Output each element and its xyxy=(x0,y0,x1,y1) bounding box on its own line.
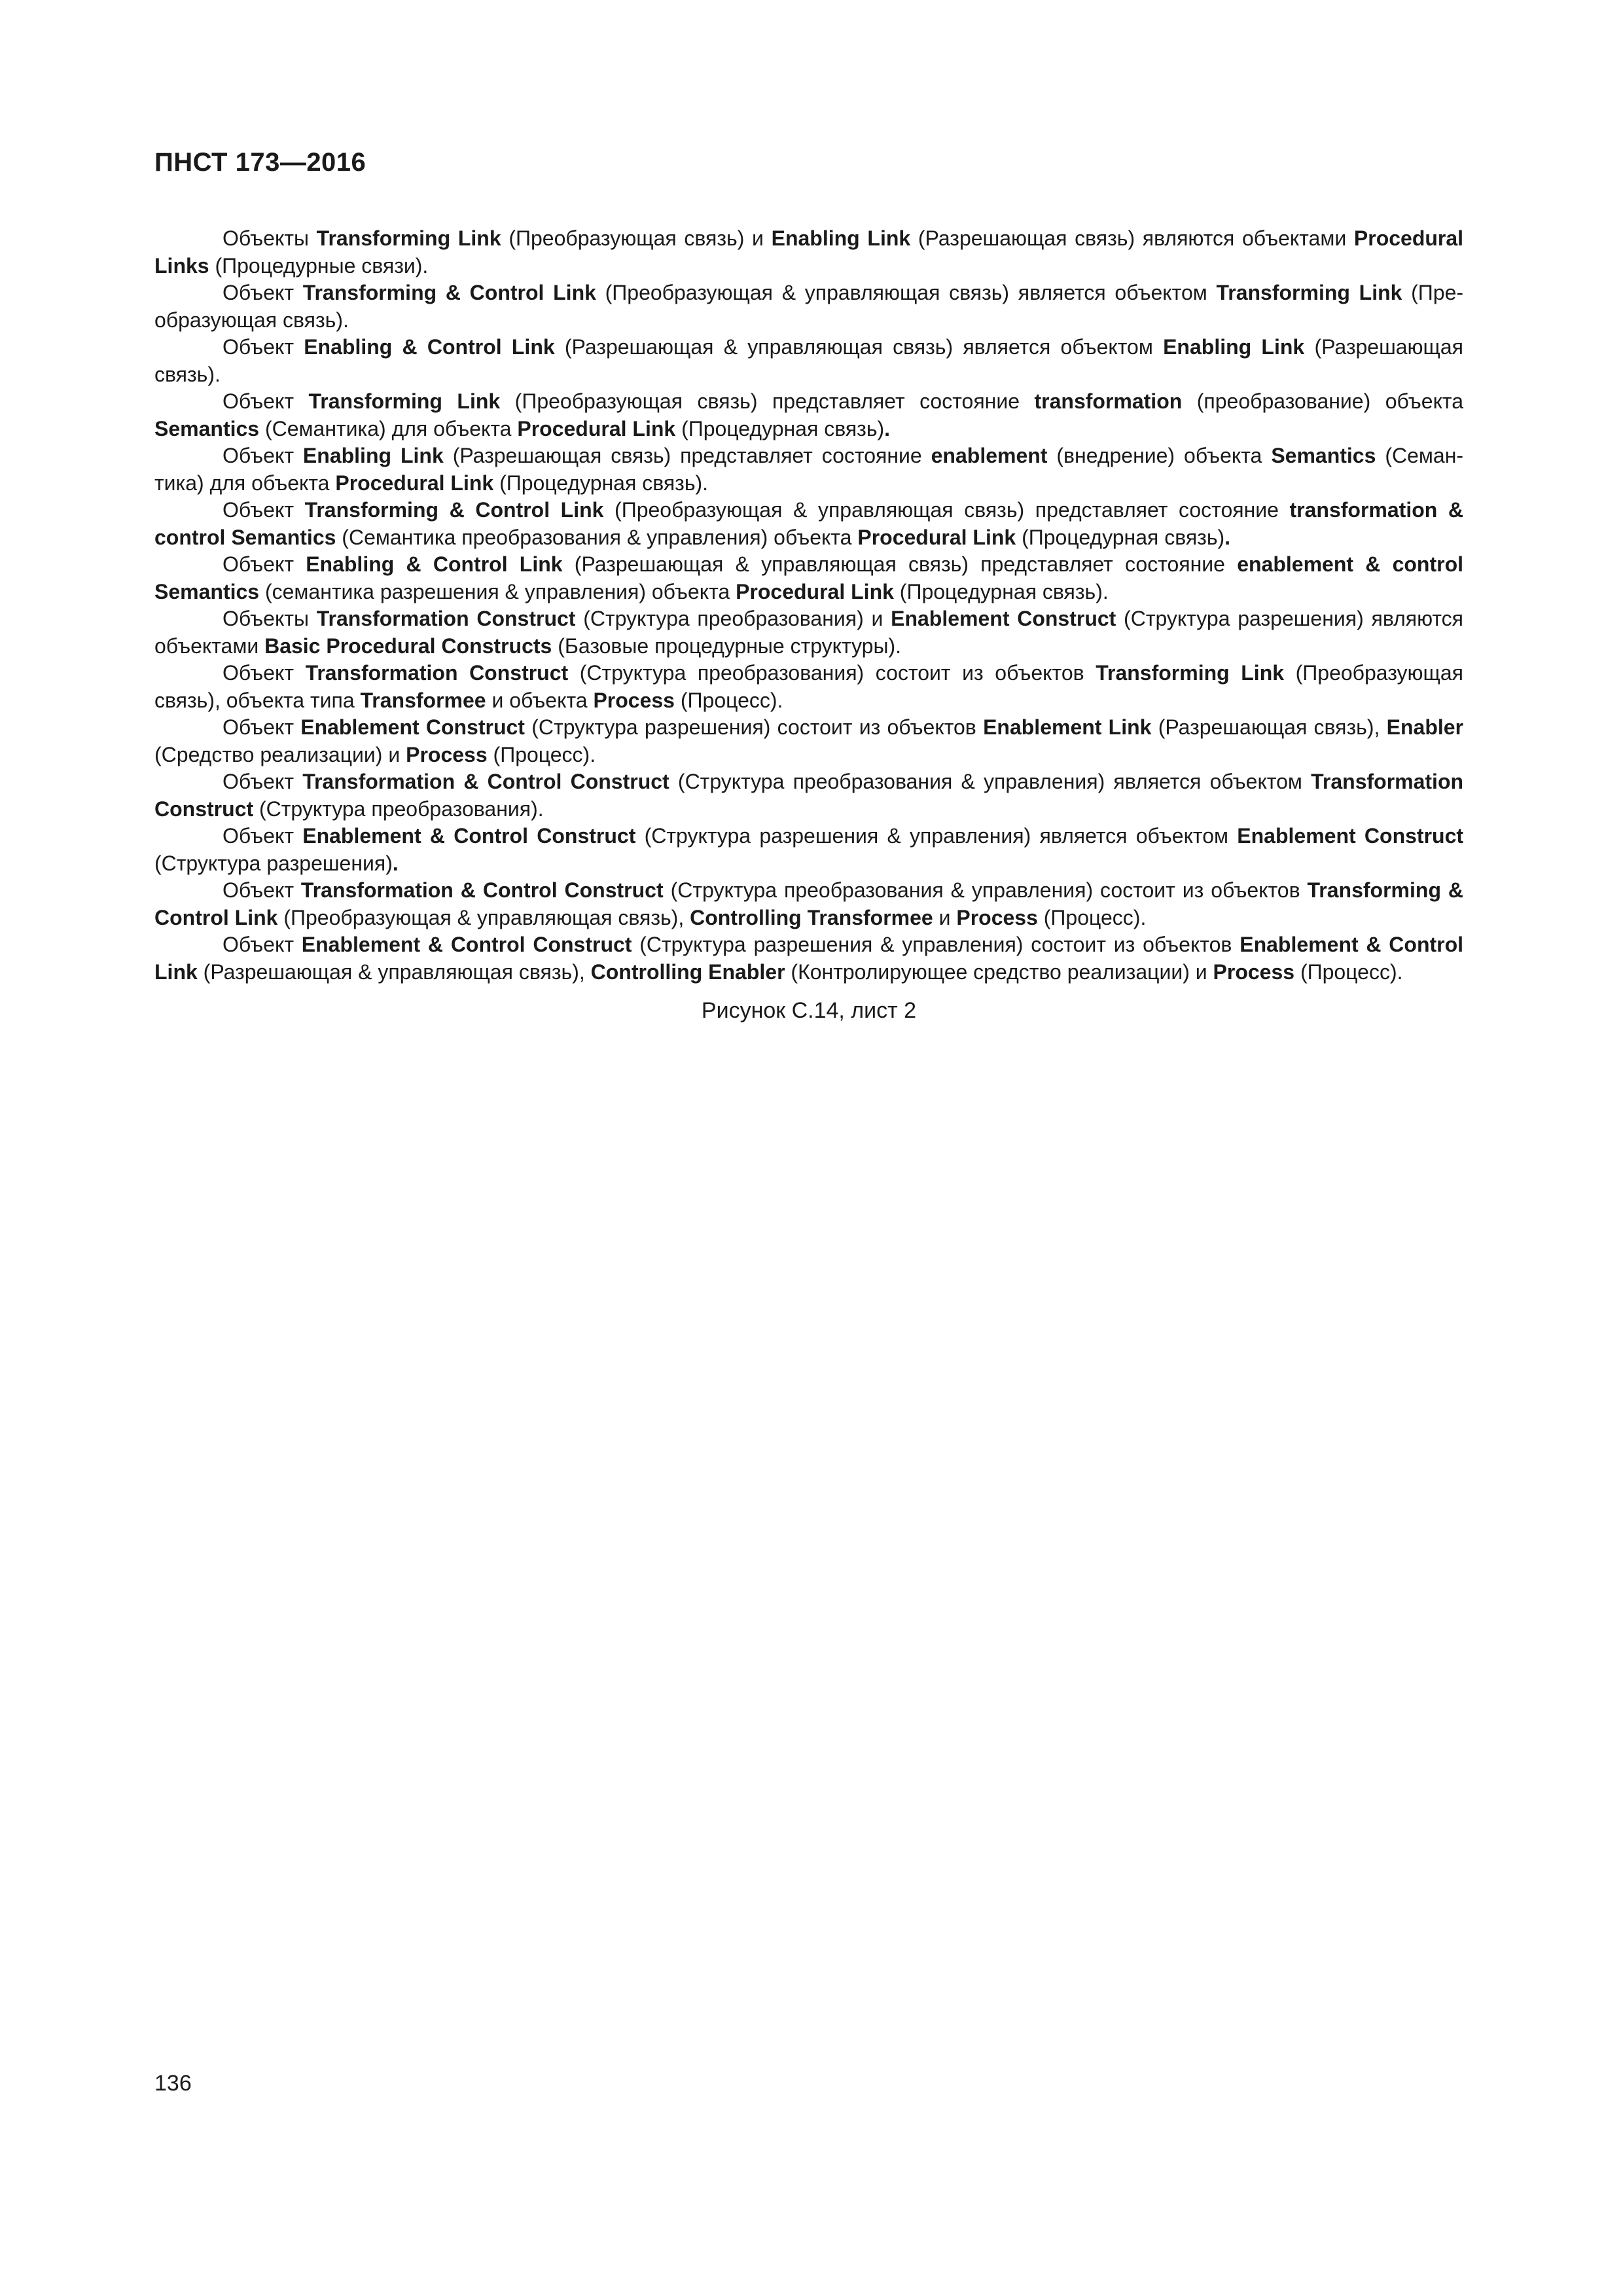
bold-term: Controlling Enabler xyxy=(590,960,785,984)
text-run: (Разрешающая & управляющая связь) представляет состояние xyxy=(562,552,1238,576)
paragraph-list xyxy=(154,225,1463,986)
bold-term: . xyxy=(1224,525,1231,549)
bold-term: Transformation & Control Construct xyxy=(300,878,664,902)
bold-term: transformation & control Semantics xyxy=(154,498,1463,549)
text-run: (Семантика) для объекта xyxy=(259,416,518,440)
text-run: (Контролирующее средство реализации) и xyxy=(785,960,1213,984)
body-paragraph xyxy=(154,931,1463,986)
document-body xyxy=(154,225,1463,1025)
bold-term: Transforming & Control Link xyxy=(154,878,1464,929)
bold-term: Enablement Construct xyxy=(1237,824,1464,848)
bold-term: . xyxy=(884,416,891,440)
text-run: (Структура преобразования) и xyxy=(575,607,891,630)
bold-term: Procedural Link xyxy=(335,471,494,495)
bold-term: Process xyxy=(1213,960,1295,984)
text-run: Объекты xyxy=(223,607,317,630)
text-run: (Структура преобразования & управления) состоит из объектов xyxy=(663,878,1308,902)
bold-term: transformation xyxy=(1034,389,1183,413)
text-run: Объект xyxy=(223,498,305,522)
bold-term: enablement & control Semantics xyxy=(154,552,1464,603)
bold-term: Basic Procedural Constructs xyxy=(264,634,552,658)
text-run: Объекты xyxy=(223,226,317,250)
body-paragraph xyxy=(154,551,1463,605)
bold-term: Enabling & Control Link xyxy=(306,552,563,576)
text-run: (Разрешающая & управляющая связь) является объектом xyxy=(554,335,1164,359)
text-run: (преобразование) объекта xyxy=(1182,389,1464,413)
text-run: (Процедурная связь). xyxy=(493,471,709,495)
bold-term: Transforming Link xyxy=(316,226,501,250)
body-paragraph xyxy=(154,660,1463,714)
body-paragraph xyxy=(154,279,1463,334)
text-run: (Разрешающая связь). xyxy=(154,335,1463,386)
text-run: (Процедурная связь) xyxy=(675,416,885,440)
text-run: (Преобразующая связь). xyxy=(154,281,1464,332)
page-number: 136 xyxy=(154,2071,192,2096)
text-run: Объект xyxy=(223,824,303,848)
bold-term: Transforming Link xyxy=(1096,661,1285,685)
body-paragraph xyxy=(154,877,1463,931)
text-run: (Преобразующая & управляющая связь), xyxy=(277,905,690,929)
bold-term: Semantics xyxy=(1271,444,1376,467)
bold-term: Enabling Link xyxy=(302,444,444,467)
bold-term: Procedural Links xyxy=(154,226,1464,278)
bold-term: Procedural Link xyxy=(517,416,676,440)
bold-term: enablement xyxy=(931,444,1048,467)
text-run: (Преобразующая & управляющая связь) представляет состояние xyxy=(603,498,1290,522)
bold-term: Process xyxy=(956,905,1038,929)
body-paragraph xyxy=(154,823,1463,877)
text-run: (Разрешающая связь) являются объектами xyxy=(910,226,1354,250)
text-run: (Процедурная связь) xyxy=(1016,525,1225,549)
bold-term: Transformee xyxy=(360,688,486,712)
body-paragraph xyxy=(154,388,1463,442)
body-paragraph xyxy=(154,497,1463,551)
text-run: (Процедурные связи). xyxy=(209,253,429,278)
body-paragraph xyxy=(154,605,1463,660)
bold-term: Process xyxy=(406,742,488,766)
text-run: Объект xyxy=(223,444,303,467)
text-run: (Процесс). xyxy=(674,688,783,712)
bold-term: Procedural Link xyxy=(857,525,1016,549)
text-run: (Разрешающая связь) представляет состояние xyxy=(443,444,931,467)
text-run: (Разрешающая связь), xyxy=(1151,715,1387,739)
bold-term: Transforming & Control Link xyxy=(304,498,604,522)
bold-term: Enabling Link xyxy=(1163,335,1305,359)
text-run: (Базовые процедурные структуры). xyxy=(552,634,902,658)
text-run: (Преобразующая связь), объекта типа xyxy=(154,661,1464,712)
text-run: (Процедурная связь). xyxy=(893,579,1109,603)
text-run: Объект xyxy=(223,661,306,685)
body-paragraph xyxy=(154,225,1463,279)
bold-term: Enabling & Control Link xyxy=(304,335,555,359)
bold-term: Enablement & Control Construct xyxy=(302,824,636,848)
bold-term: Transformation Construct xyxy=(316,607,576,630)
text-run: (Преобразующая & управляющая связь) является объектом xyxy=(596,281,1217,304)
text-run: (Структура разрешения) xyxy=(154,851,393,875)
bold-term: Enablement Construct xyxy=(891,607,1116,630)
text-run: Объект xyxy=(223,389,309,413)
text-run: (Структура разрешения & управления) состоит из объектов xyxy=(632,933,1240,956)
body-paragraph xyxy=(154,714,1463,768)
text-run: (Преобразующая связь) и xyxy=(501,226,772,250)
body-paragraph xyxy=(154,768,1463,823)
text-run: (Семантика преобразования & управления) объекта xyxy=(336,525,858,549)
text-run: (Процесс). xyxy=(1037,905,1147,929)
text-run: (внедрение) объекта xyxy=(1047,444,1272,467)
text-run: Объект xyxy=(223,878,301,902)
text-run: (Процесс). xyxy=(1294,960,1403,984)
text-run: (семантика разрешения & управления) объекта xyxy=(259,579,736,603)
bold-term: Controlling Transformee xyxy=(690,905,933,929)
text-run: Объект xyxy=(223,715,301,739)
text-run: Объект xyxy=(223,770,303,793)
bold-term: Enablement Link xyxy=(983,715,1152,739)
text-run: (Структура разрешения) являются объектами xyxy=(154,607,1464,658)
figure-caption: Рисунок С.14, лист 2 xyxy=(701,998,917,1023)
text-run: (Разрешающая & управляющая связь), xyxy=(197,960,591,984)
bold-term: Procedural Link xyxy=(736,579,894,603)
text-run: Объект xyxy=(223,281,303,304)
bold-term: Transforming & Control Link xyxy=(302,281,596,304)
bold-term: Enablement Construct xyxy=(300,715,525,739)
text-run: (Преобразующая связь) представляет состояние xyxy=(500,389,1035,413)
body-paragraph xyxy=(154,442,1463,497)
bold-term: Transformation & Control Construct xyxy=(302,770,669,793)
bold-term: Transforming Link xyxy=(1216,281,1402,304)
text-run: (Структура преобразования) состоит из объектов xyxy=(568,661,1096,685)
bold-term: Enablement & Control Link xyxy=(154,933,1464,984)
bold-term: Enabling Link xyxy=(771,226,911,250)
text-run: Объект xyxy=(223,552,306,576)
text-run: (Структура преобразования & управления) является объектом xyxy=(669,770,1311,793)
bold-term: Enabler xyxy=(1386,715,1464,739)
bold-term: Semantics xyxy=(154,416,260,440)
text-run: Объект xyxy=(223,335,304,359)
text-run: и объекта xyxy=(486,688,594,712)
text-run: (Структура разрешения & управления) является объектом xyxy=(635,824,1238,848)
bold-term: Transformation Construct xyxy=(154,770,1464,821)
document-header: ПНСТ 173—2016 xyxy=(154,148,366,177)
text-run: (Семантика) для объекта xyxy=(154,444,1464,495)
text-run: (Структура преобразования). xyxy=(253,797,544,821)
bold-term: Transforming Link xyxy=(308,389,501,413)
bold-term: Transformation Construct xyxy=(305,661,569,685)
bold-term: Enablement & Control Construct xyxy=(301,933,632,956)
text-run: (Средство реализации) и xyxy=(154,742,406,766)
bold-term: . xyxy=(392,851,399,875)
text-run: (Процесс). xyxy=(487,742,596,766)
text-run: (Структура разрешения) состоит из объектов xyxy=(524,715,984,739)
text-run: Объект xyxy=(223,933,302,956)
body-paragraph xyxy=(154,334,1463,388)
bold-term: Process xyxy=(593,688,675,712)
text-run: и xyxy=(933,905,957,929)
